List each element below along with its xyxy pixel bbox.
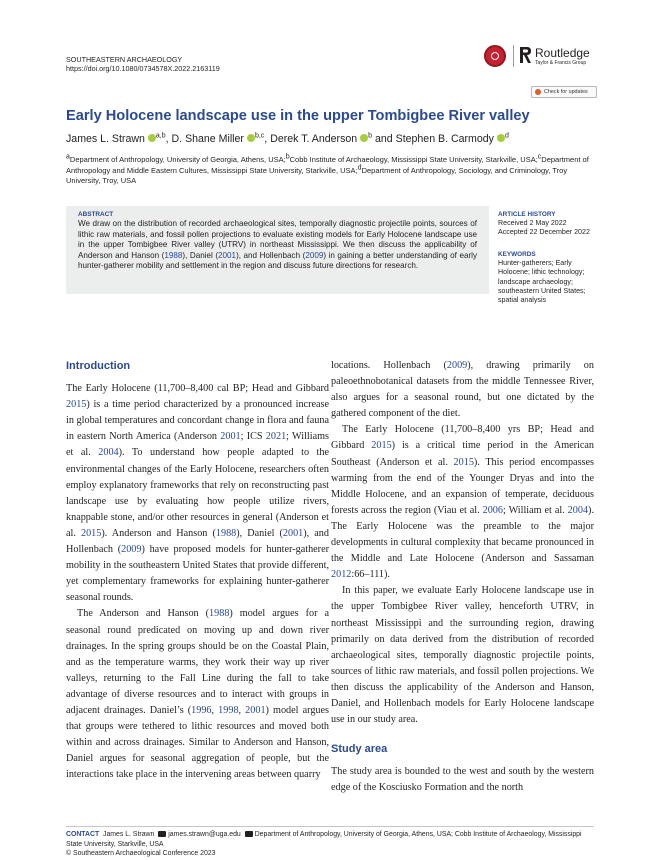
routledge-logo-icon	[518, 46, 532, 64]
abstract-heading: ABSTRACT	[78, 211, 114, 218]
text-run: ) have proposed models for hunter-gatherer mobility in the southeastern United States that provide different, yet complementary frameworks for explaining hunter-gatherer seasonal rounds.	[66, 544, 329, 604]
body-paragraph	[331, 358, 594, 422]
author-affiliation-mark: b,c	[254, 132, 265, 140]
body-paragraph	[66, 606, 329, 783]
text-run: ,	[238, 704, 246, 716]
text-run: The Anderson and Hanson (	[77, 608, 210, 620]
citation-link[interactable]: 2009	[305, 250, 324, 260]
affiliation-text: Cobb Institute of Archaeology, Mississippi State University, Starkville, USA;	[289, 155, 538, 164]
text-run: ), and Hollenbach (	[66, 527, 329, 556]
left-column	[66, 358, 329, 783]
right-paragraphs	[331, 358, 594, 728]
contact-address: Department of Anthropology, University of Georgia, Athens, USA; Cobb Institute of Archaeology, Mississippi State University, Starkville, USA	[66, 831, 582, 848]
accepted-date: Accepted 22 December 2022	[498, 228, 590, 236]
received-date: Received 2 May 2022	[498, 219, 567, 227]
author-name: D. Shane Miller	[171, 133, 244, 145]
citation-link[interactable]: 2004	[98, 447, 119, 459]
citation-link[interactable]: 2015	[80, 527, 102, 539]
body-paragraph	[331, 583, 594, 728]
text-run: ) model argues that groups were tethered to lithic resources and moved both within and across drainages. Similar to Anderson and Hanson, Daniel argues for seasonal aggregation of people, but the interactions take place in the intervening areas between quarry	[66, 704, 329, 781]
text-run: ), Daniel (	[182, 250, 219, 260]
affiliation-mark: c	[537, 153, 542, 161]
text-run: ), drawing primarily on paleoethnobotanical datasets from the middle Tennessee River, also argues for a seasonal round, but one dictated by the gathered component of the diet.	[331, 360, 594, 420]
text-run: :66–111).	[351, 569, 390, 581]
author-affiliation-mark: b	[368, 132, 373, 140]
text-run: In this paper, we evaluate Early Holocene landscape use in the upper Tombigbee River valley, henceforth UTRV, in northeast Mississippi and the surrounding region, drawing primarily on data derived from the distribution of recorded archaeological sites, temporally diagnostic projectile points, sources of lithic raw materials, and fossil pollen projections. We then discuss the applicability of the Anderson and Hanson, Daniel, and Hollenbach models for Early Holocene landscape use in our study area.	[331, 585, 594, 726]
keywords-list: Hunter-gatherers; Early Holocene; lithic technology; landscape archaeology; southeastern United States; spatial analysis	[498, 259, 586, 305]
text-run: ; Williams et al.	[66, 431, 329, 459]
body-paragraph	[66, 381, 329, 606]
citation-link[interactable]: 2015	[371, 440, 392, 452]
text-run: The Early Holocene (11,700–8,400 cal BP; Head and Gibbard	[66, 383, 329, 395]
citation-link[interactable]: 1998	[218, 704, 239, 716]
author-affiliation-mark: a,b	[155, 132, 166, 140]
text-run: The Early Holocene (11,700–8,400 yrs BP; Head and Gibbard	[331, 424, 594, 452]
orcid-icon[interactable]	[148, 134, 156, 142]
footer-rule	[66, 826, 594, 827]
author-name: James L. Strawn	[66, 133, 145, 145]
contact-email[interactable]: james.strawn@uga.edu	[168, 831, 241, 838]
doi-link[interactable]: https://doi.org/10.1080/0734578X.2022.2163119	[66, 64, 220, 73]
author-separator: ,	[165, 133, 172, 145]
citation-link[interactable]: 1996	[191, 704, 212, 716]
author-name: Stephen B. Carmody	[395, 133, 494, 145]
check-updates-label: Check for updates	[544, 89, 588, 95]
journal-header	[66, 55, 220, 73]
citation-link[interactable]: 2015	[66, 399, 87, 411]
citation-link[interactable]: 2004	[567, 504, 589, 516]
left-paragraphs	[66, 381, 329, 783]
text-run: ; ICS	[240, 431, 266, 443]
text-run: locations. Hollenbach (	[331, 360, 447, 371]
abstract-text	[78, 219, 477, 272]
text-run: ,	[211, 704, 219, 716]
affiliation-text: Department of Anthropology, University of Georgia, Athens, USA;	[69, 155, 286, 164]
text-run: ). The Early Holocene was the preamble to the major developments in cultural complexity that became pronounced in the Middle and Late Holocene (Anderson and Sassaman	[331, 504, 594, 565]
body-paragraph	[331, 422, 594, 583]
contact-name: James L. Strawn	[103, 831, 155, 838]
citation-link[interactable]: 1988	[215, 527, 237, 539]
logo-divider	[513, 45, 514, 67]
affiliation-mark: a	[66, 153, 70, 161]
study-area-text: The study area is bounded to the west and south by the western edge of the Kosciusko Formation and the north	[331, 766, 594, 794]
citation-link[interactable]: 2009	[446, 360, 468, 371]
citation-link[interactable]: 2021	[265, 431, 287, 443]
address-icon	[245, 831, 253, 837]
text-run: ) in gaining a better understanding of early hunter-gatherer mobility and settlement in the region and discuss future directions for research.	[78, 250, 477, 271]
citation-link[interactable]: 2006	[482, 504, 503, 516]
publisher-subtitle: Taylor & Francis Group	[535, 60, 587, 66]
copyright: © Southeastern Archaeological Conference 2023	[66, 850, 216, 857]
journal-seal-logo	[484, 45, 506, 67]
email-icon	[158, 831, 166, 837]
right-column	[331, 358, 594, 796]
citation-link[interactable]: 1988	[164, 250, 183, 260]
author-separator: and	[372, 133, 396, 145]
affiliations	[66, 155, 594, 187]
orcid-icon[interactable]	[497, 134, 505, 142]
text-run: ) model argues for a seasonal round predicated on moving up and down river drainages. In the spring groups should be on the Coastal Plain, and as the temperature warms, they work their way up river valleys, returning to the Fall Line during the fall to take advantage of diverse resources and to interact with groups in adjacent drainages. Daniel’s (	[66, 608, 329, 716]
citation-link[interactable]: 2015	[453, 456, 474, 468]
text-run: We draw on the distribution of recorded archaeological sites, temporally diagnostic projectile points, sources of lithic raw materials, and fossil pollen projections to evaluate existing models for Early Holocene landscape use in the upper Tombigbee River valley (UTRV) in northeast Mississippi. We then discuss the applicability of Anderson and Hanson (	[78, 219, 477, 260]
study-area-heading: Study area	[331, 743, 388, 756]
orcid-icon[interactable]	[247, 134, 255, 142]
citation-link[interactable]: 2001	[218, 250, 237, 260]
affiliation-text: Department of Anthropology, Sociology, and Criminology, Troy University, Troy, USA	[66, 165, 568, 185]
affiliation-mark: d	[357, 164, 362, 171]
journal-name: SOUTHEASTERN ARCHAEOLOGY	[66, 55, 183, 64]
citation-link[interactable]: 2009	[121, 544, 142, 556]
text-run: ) is a critical time period in the American Southeast (Anderson et al.	[331, 440, 594, 468]
text-run: ; William et al.	[502, 504, 568, 516]
article-title: Early Holocene landscape use in the upper Tombigbee River valley	[66, 108, 530, 124]
author-separator: ,	[264, 133, 271, 145]
text-run: ) is a time period characterized by a pronounced increase in global temperatures and concordant change in flora and fauna in eastern North America (Anderson	[66, 399, 329, 443]
publisher-name: Routledge	[535, 46, 590, 60]
keywords-heading: KEYWORDS	[498, 251, 536, 258]
author-name: Derek T. Anderson	[270, 133, 358, 145]
contact-label: CONTACT	[66, 831, 100, 838]
citation-link[interactable]: 1988	[209, 608, 230, 620]
text-run: ), and Hollenbach (	[236, 250, 306, 260]
citation-link[interactable]: 2001	[282, 527, 304, 539]
contact-footnote	[66, 830, 594, 849]
text-run: ). To understand how people adapted to the environmental changes of the Early Holocene, researchers often employ explanatory frameworks that rely on reconstructing past landscape use by evaluating how people utilize rivers, knappable stone, and/or other resources in general (Anderson et al.	[66, 447, 329, 539]
author-list	[66, 133, 509, 145]
update-badge-icon	[535, 89, 541, 95]
citation-link[interactable]: 2001	[220, 431, 241, 443]
affiliation-mark: b	[285, 153, 290, 161]
author-affiliation-mark: d	[504, 132, 509, 140]
text-run: ). Anderson and Hanson (	[101, 527, 216, 539]
introduction-heading: Introduction	[66, 360, 131, 372]
citation-link[interactable]: 2012	[331, 569, 352, 581]
article-history-heading: ARTICLE HISTORY	[498, 211, 556, 218]
affiliation-text: Department of Anthropology and Middle Eastern Cultures, Mississippi State University, Starkville, USA;	[66, 155, 589, 175]
check-for-updates-button[interactable]	[531, 86, 597, 98]
orcid-icon[interactable]	[360, 134, 368, 142]
text-run: ), Daniel (	[236, 527, 283, 539]
text-run: ). This period encompasses warming from the end of the Younger Dryas and into the Middle Holocene, and an expansion of temperate, deciduous forests across the region (Viau et al.	[331, 456, 594, 516]
citation-link[interactable]: 2001	[245, 704, 266, 716]
